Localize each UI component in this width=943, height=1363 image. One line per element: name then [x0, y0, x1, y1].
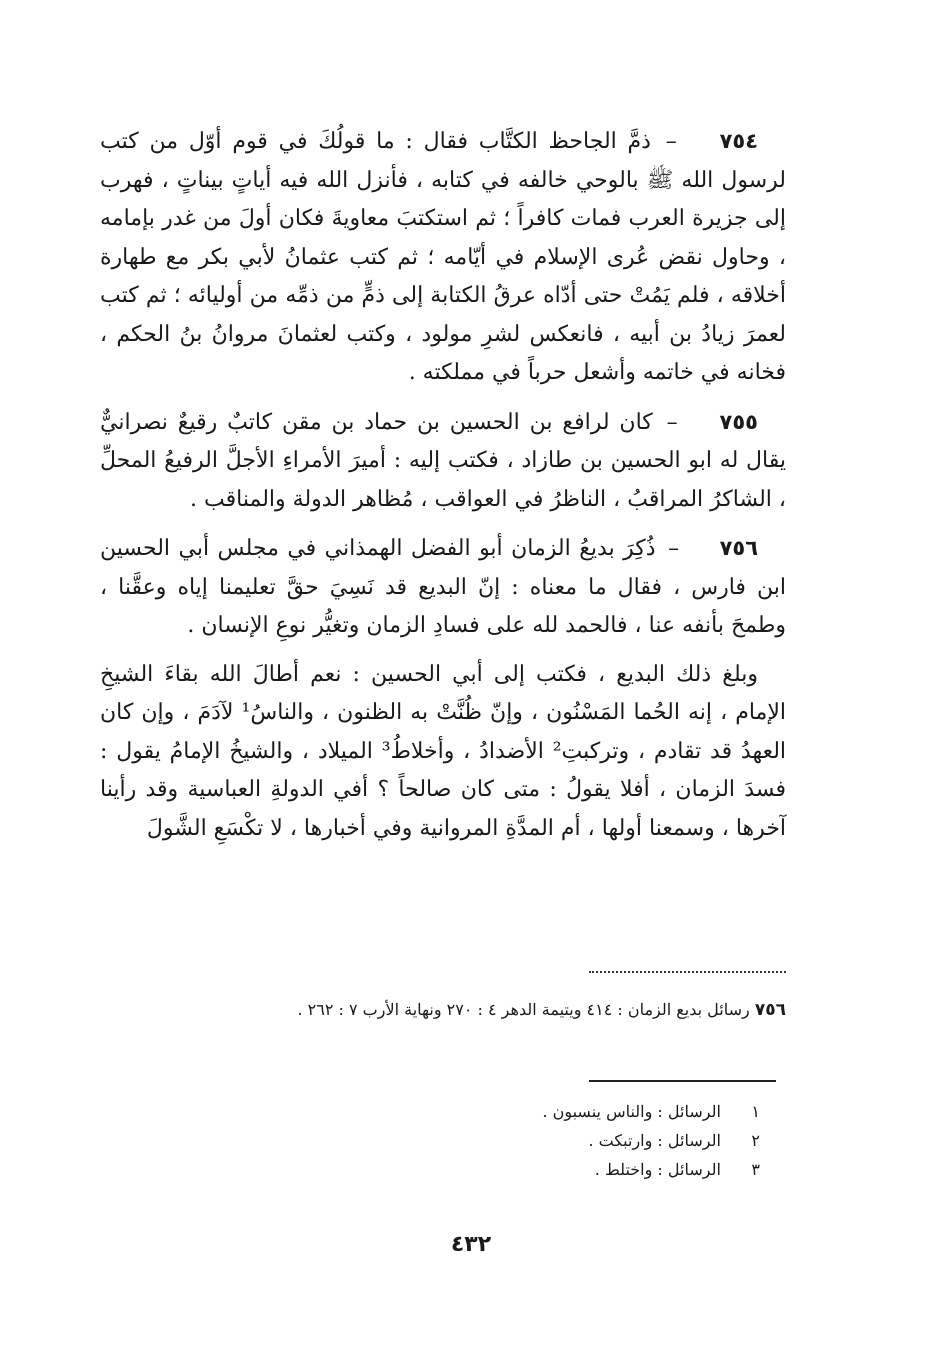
entry-separator: –: [665, 129, 677, 154]
footnote-number: ١: [751, 1102, 760, 1121]
entry-separator: –: [668, 536, 680, 561]
entry-text: ذمَّ الجاحظ الكتَّاب فقال : ما قولُكَ في قوم أوّل من كتب لرسول الله ﷺ بالوحي خالفه في كتابه ، فأنزل الله فيه أياتٍ بيناتٍ ، فهرب إلى جزيرة العرب فمات كافراً ؛ ثم استكتبَ معاويةَ فكان أولَ من غدر بإمامه ، وحاول نقض عُرى الإسلام في أيّامه ؛ ثم كتب عثمانُ لأبي بكر مع طهارة أخلاقه ، فلم يَمُتْ حتى أدّاه عرقُ الكتابة إلى ذمٍّ من ذمِّه من أوليائه ؛ ثم كتب لعمرَ زيادُ بن أبيه ، فانعكس لشرِ مولود ، وكتب لعثمانَ مروانُ بنُ الحكم ، فخانه في خاتمه وأشعل حرباً في مملكته .: [100, 129, 786, 385]
footnote-number: ٢: [751, 1131, 760, 1150]
page-number: ٤٣٢: [450, 1232, 492, 1257]
main-text: [100, 122, 786, 858]
source-divider: [589, 971, 786, 973]
footnote-divider: [589, 1080, 776, 1082]
entry-754: [100, 122, 786, 393]
source-note-text: رسائل بديع الزمان : ٤١٤ ويتيمة الدهر ٤ : ٢٧٠ ونهاية الأرب ٧ : ٢٦٢ .: [297, 1000, 750, 1019]
continuation-paragraph: وبلغ ذلك البديع ، فكتب إلى أبي الحسين : نعم أطالَ الله بقاءَ الشيخِ الإمام ، إنه الحُما المَسْنُون ، وإنّ ظُنَّتْ به الظنون ، والناسُ¹ لآدَمَ ، وإن كان العهدُ قد تقادم ، وتركبتِ² الأضدادُ ، وأخلاطُ³ الميلاد ، والشيخُ الإمامُ يقول : فسدَ الزمان ، أفلا يقولُ : متى كان صالحاً ؟ أفي الدولةِ العباسية وقد رأينا آخرها ، وسمعنا أولها ، أم المدَّةِ المروانية وفي أخبارها ، لا تكْسَعِ الشَّولَ: [100, 661, 787, 841]
footnote-number: ٣: [751, 1160, 760, 1179]
entry-number: ٧٥٤: [719, 129, 759, 153]
entry-755: [100, 403, 786, 520]
source-note-number: ٧٥٦: [754, 1000, 786, 1020]
footnote-1: [420, 1097, 760, 1126]
entry-text: ذُكِرَ بديعُ الزمان أبو الفضل الهمذاني في مجلس أبي الحسين ابن فارس ، فقال ما معناه : إنّ البديع قد نَسِيَ حقَّ تعليمنا إياه وعقَّنا ، وطمحَ بأنفه عنا ، فالحمد لله على فسادِ الزمان وتغيُّر نوعِ الإنسان .: [100, 536, 786, 638]
entry-number: ٧٥٦: [719, 536, 759, 560]
footnotes: [420, 1097, 760, 1184]
source-note: [150, 998, 786, 1022]
footnote-3: [420, 1155, 760, 1184]
footnote-text: الرسائل : وارتبكت .: [588, 1131, 721, 1150]
entry-separator: –: [666, 409, 678, 435]
footnote-text: الرسائل : واختلط .: [594, 1160, 721, 1179]
footnote-text: الرسائل : والناس ينسبون .: [542, 1102, 721, 1121]
entry-number: ٧٥٥: [719, 409, 758, 434]
entry-text: كان لرافع بن الحسين بن حماد بن مقن كاتبٌ رقيعٌ نصرانيٌّ يقال له ابو الحسين بن طازاد ، فكتب إليه : أميرَ الأمراءِ الأجلَّ الرفيعُ المحلِّ ، الشاكرُ المراقبُ ، الناظرُ في العواقب ، مُظاهر الدولة والمناقب .: [100, 409, 786, 512]
entry-756: [100, 529, 786, 646]
footnote-2: [420, 1126, 760, 1155]
